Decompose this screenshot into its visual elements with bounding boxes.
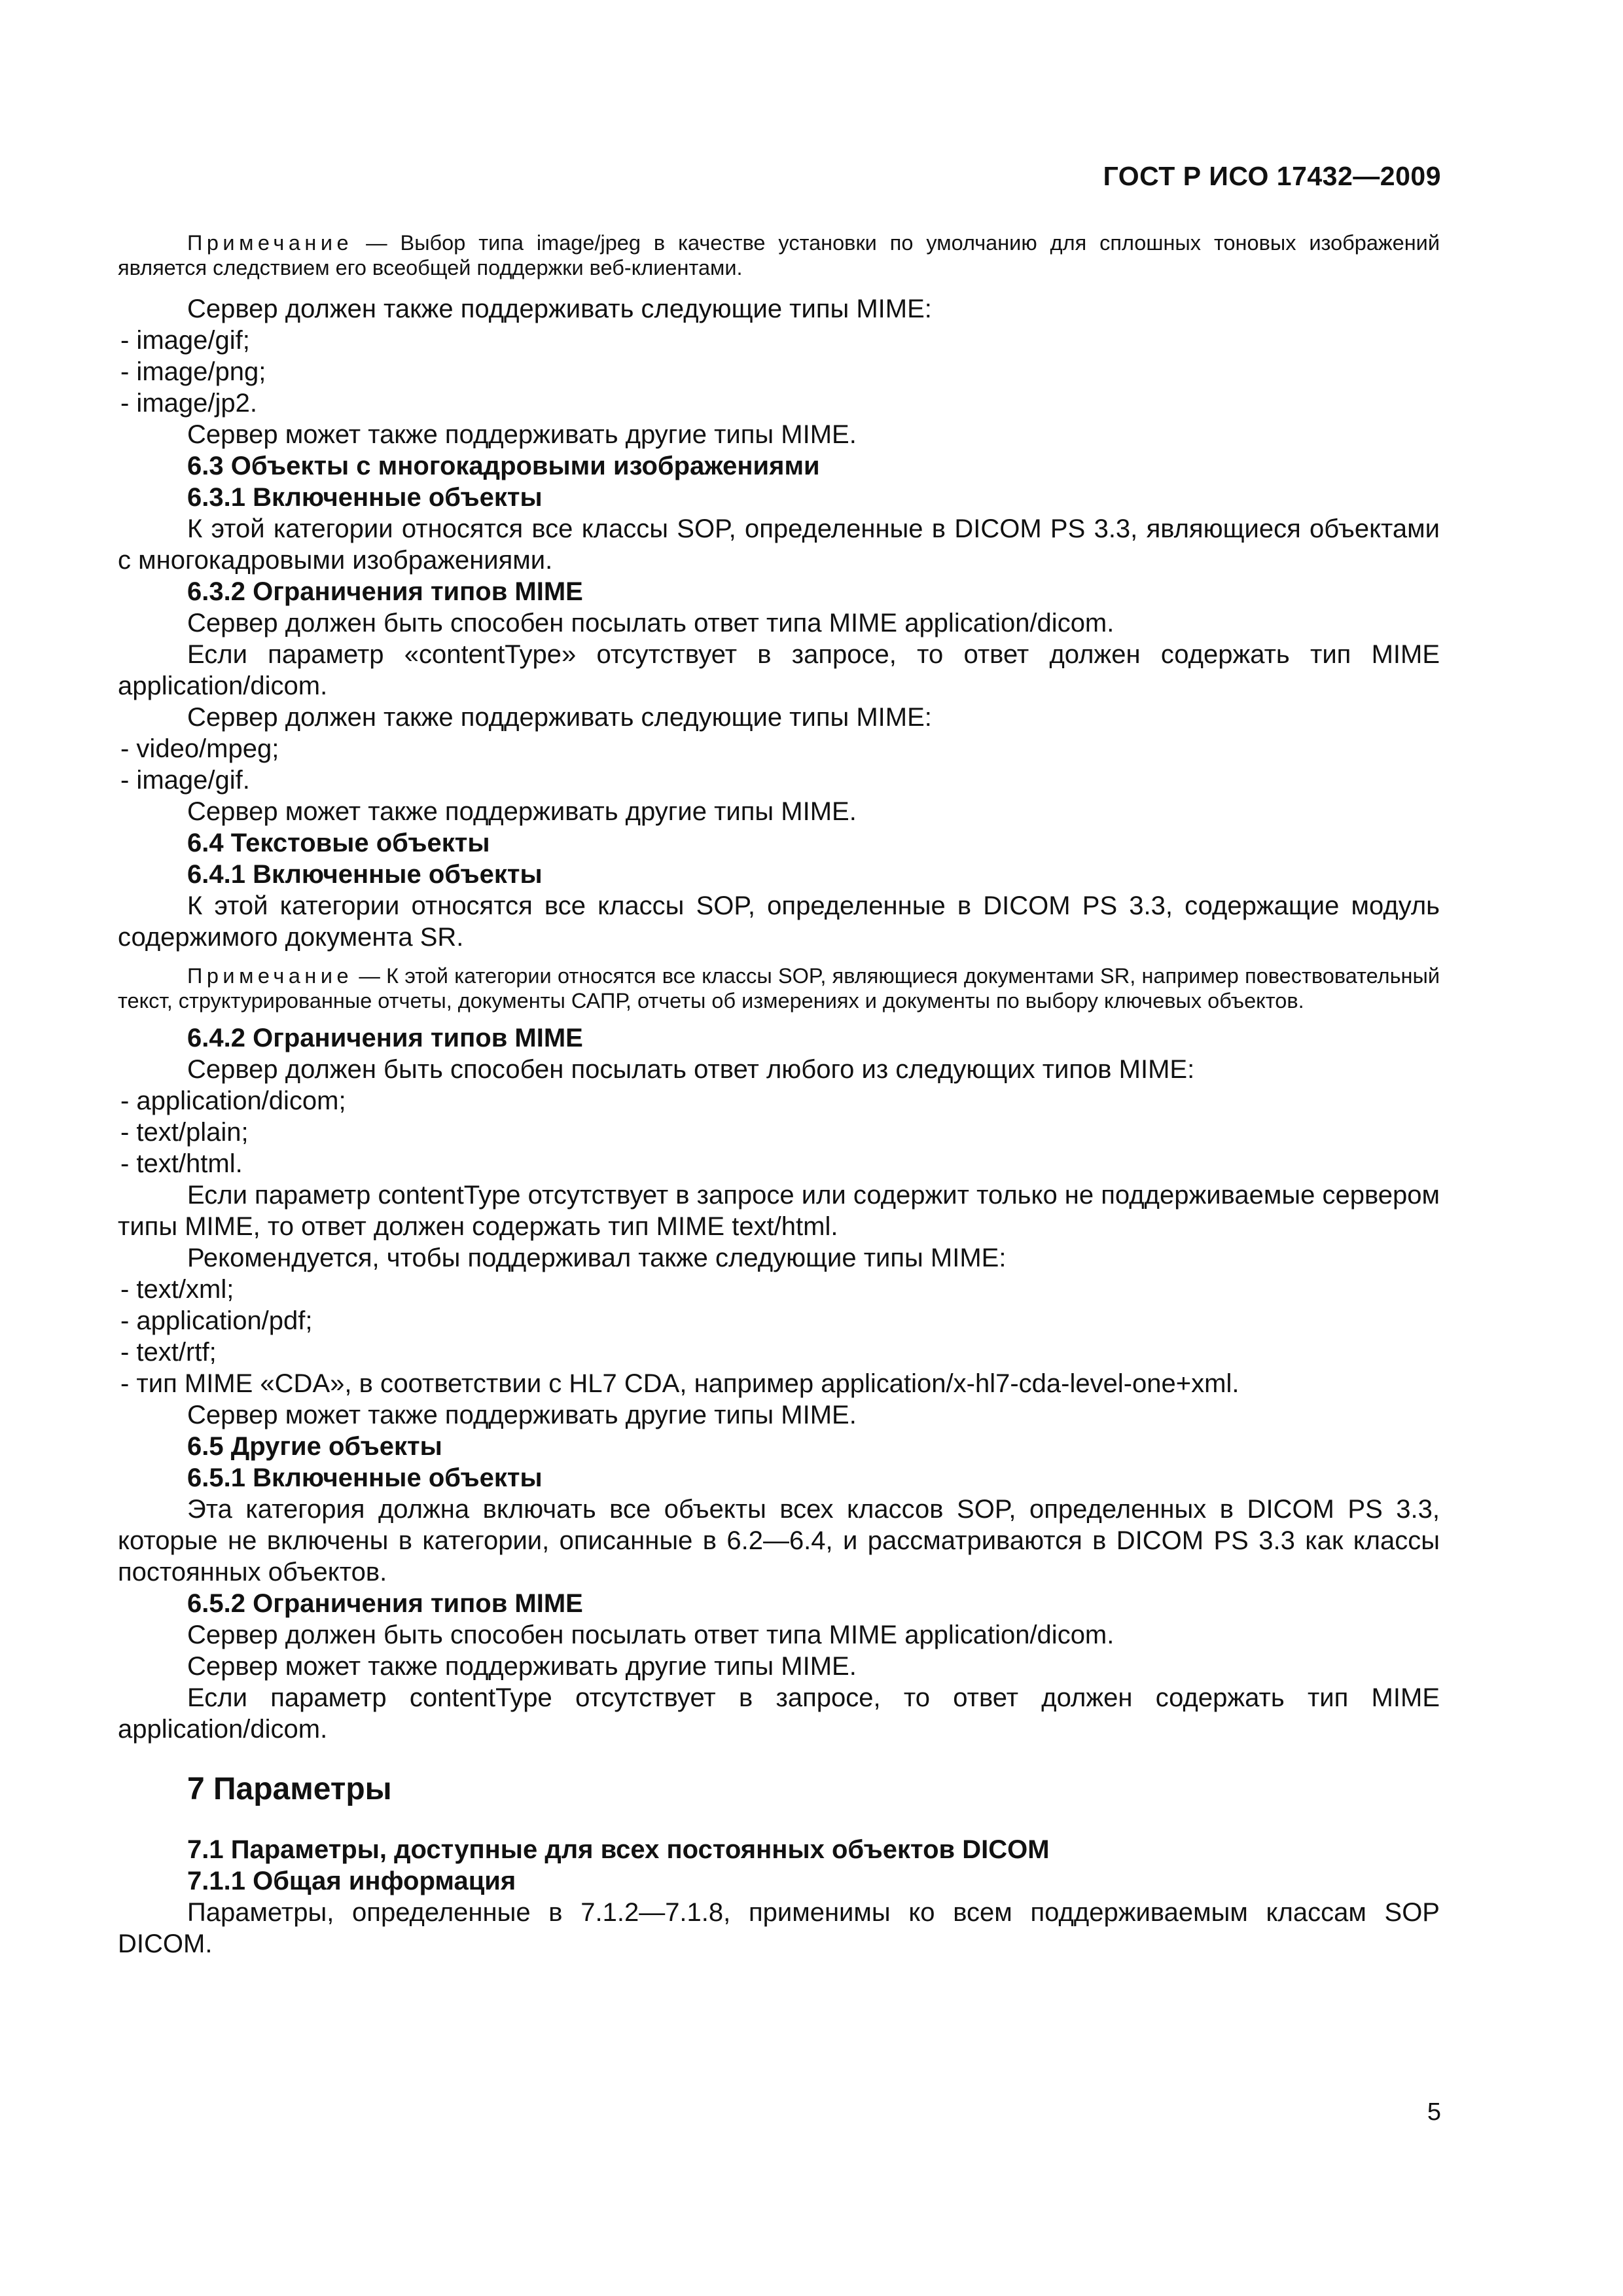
subsection-heading-7-1-1: 7.1.1 Общая информация — [187, 1867, 516, 1895]
section-heading-6-4: 6.4 Текстовые объекты — [187, 829, 490, 857]
note-lead: Примечание — [187, 964, 353, 988]
paragraph: К этой категории относятся все классы SOP, определенные в DICOM PS 3.3, являющиеся объектами с многокадровыми изображениями. — [118, 514, 1440, 575]
section-heading-6-5: 6.5 Другие объекты — [187, 1432, 442, 1461]
paragraph: Сервер должен также поддерживать следующие типы MIME: — [187, 703, 932, 732]
note-text: — К этой категории относятся все классы SOP, являющиеся документами SR, например повествовательный текст, структурированные отчеты, документы САПР, отчеты об измерениях и документы по выбору ключевых объектов. — [118, 964, 1440, 1013]
chapter-heading-7: 7 Параметры — [187, 1772, 392, 1806]
list-item: - image/jp2. — [120, 389, 257, 418]
section-heading-6-3: 6.3 Объекты с многокадровыми изображениями — [187, 452, 820, 480]
paragraph: Сервер может также поддерживать другие типы MIME. — [187, 420, 857, 449]
paragraph: Сервер может также поддерживать другие типы MIME. — [187, 1401, 857, 1429]
list-item: - image/gif; — [120, 326, 250, 355]
paragraph: К этой категории относятся все классы SOP, определенные в DICOM PS 3.3, содержащие модуль содержимого документа SR. — [118, 891, 1440, 952]
subsection-heading-6-5-2: 6.5.2 Ограничения типов MIME — [187, 1589, 583, 1618]
page-number: 5 — [1427, 2098, 1441, 2126]
paragraph: Сервер может также поддерживать другие типы MIME. — [187, 1652, 857, 1681]
paragraph: Если параметр contentType отсутствует в запросе или содержит только не поддерживаемые сервером типы MIME, то ответ должен содержать тип MIME text/html. — [118, 1181, 1440, 1241]
list-item: - text/rtf; — [120, 1338, 217, 1367]
paragraph: Сервер должен быть способен посылать ответ типа MIME application/dicom. — [187, 1621, 1115, 1649]
subsection-heading-6-3-2: 6.3.2 Ограничения типов MIME — [187, 577, 583, 606]
note-sr-documents — [118, 963, 1440, 1013]
paragraph: Рекомендуется, чтобы поддерживал также следующие типы MIME: — [187, 1244, 1007, 1272]
subsection-heading-6-5-1: 6.5.1 Включенные объекты — [187, 1463, 543, 1492]
paragraph: Параметры, определенные в 7.1.2—7.1.8, применимы ко всем поддерживаемым классам SOP DICOM. — [118, 1898, 1440, 1958]
subsection-heading-6-4-2: 6.4.2 Ограничения типов MIME — [187, 1024, 583, 1052]
section-heading-7-1: 7.1 Параметры, доступные для всех постоянных объектов DICOM — [187, 1835, 1050, 1864]
subsection-heading-6-4-1: 6.4.1 Включенные объекты — [187, 860, 543, 889]
paragraph: Сервер может также поддерживать другие типы MIME. — [187, 797, 857, 826]
paragraph: Если параметр contentType отсутствует в запросе, то ответ должен содержать тип MIME application/dicom. — [118, 1683, 1440, 1744]
paragraph: Сервер должен также поддерживать следующие типы MIME: — [187, 295, 932, 323]
paragraph: Эта категория должна включать все объекты всех классов SOP, определенных в DICOM PS 3.3, которые не включены в категории, описанные в 6.2—6.4, и рассматриваются в DICOM PS 3.3 как классы постоянных объектов. — [118, 1495, 1440, 1587]
list-item: - text/html. — [120, 1149, 243, 1178]
note-text: — Выбор типа image/jpeg в качестве установки по умолчанию для сплошных тоновых изображений является следствием его всеобщей поддержки веб-клиентами. — [118, 231, 1440, 279]
paragraph: Сервер должен быть способен посылать ответ типа MIME application/dicom. — [187, 609, 1115, 637]
list-item: - application/pdf; — [120, 1306, 313, 1335]
paragraph: Если параметр «contentType» отсутствует в запросе, то ответ должен содержать тип MIME application/dicom. — [118, 640, 1440, 700]
list-item: - тип MIME «CDA», в соответствии с HL7 CDA, например application/x-hl7-cda-level-one+xml. — [120, 1369, 1240, 1398]
list-item: - application/dicom; — [120, 1086, 346, 1115]
list-item: - image/gif. — [120, 766, 250, 795]
list-item: - video/mpeg; — [120, 734, 279, 763]
list-item: - text/xml; — [120, 1275, 234, 1304]
subsection-heading-6-3-1: 6.3.1 Включенные объекты — [187, 483, 543, 512]
list-item: - image/png; — [120, 357, 266, 386]
paragraph: Сервер должен быть способен посылать ответ любого из следующих типов MIME: — [187, 1055, 1195, 1084]
document-header: ГОСТ Р ИСО 17432—2009 — [1103, 161, 1441, 191]
note-lead: Примечание — [187, 231, 353, 255]
note-image-jpeg — [118, 230, 1440, 280]
list-item: - text/plain; — [120, 1118, 249, 1147]
page-content — [118, 230, 1440, 1960]
